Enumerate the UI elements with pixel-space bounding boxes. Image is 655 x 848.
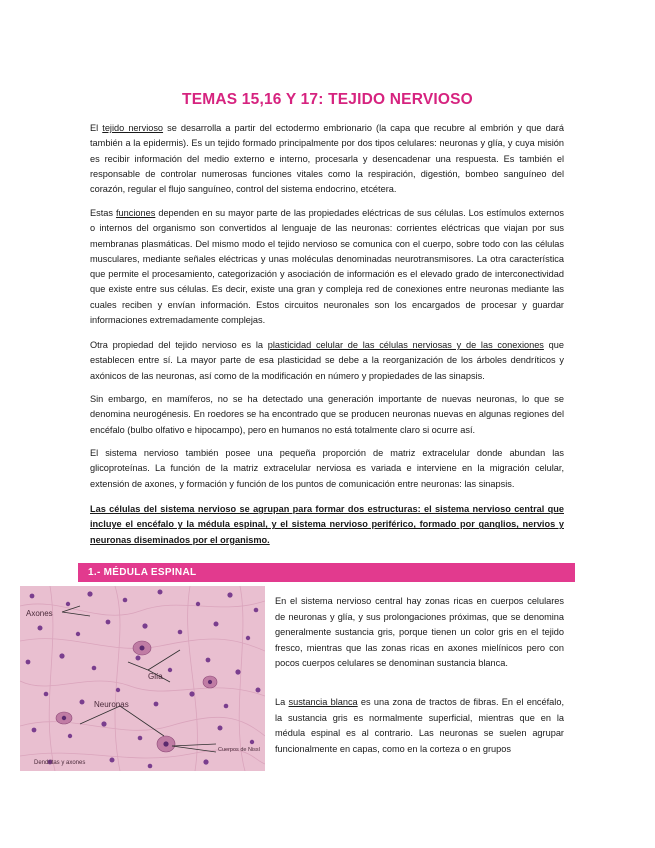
paragraph-text: dependen en su mayor parte de las propiedades eléctricas de sus células. Los estímulos externos o internos del organismo son convertidos al lenguaje de las neuronas: corrientes eléctricas que viajan por sus membranas plasmáticas. Del mismo modo el tejido nervioso se comunica con el cuerpo, sobre todo con las células musculares, mediante señales eléctricas y unas moléculas denominadas neurotransmisores. La otra característica que permite el procesamiento, categorización y asociación de información es el elevado grado de interconectividad que existe entre sus células. Es decir, existe una gran y compleja red de conexiones entre neuronas mediante las cuales reciben y envían información. Estos circuitos neuronales son los encargados de procesar y guardar informaciones extremadamente complejas. bbox=[90, 208, 564, 326]
paragraph-sustancia-blanca bbox=[275, 695, 564, 757]
paragraph-text: se desarrolla a partir del ectodermo embrionario (la capa que recubre al embrión y que dará también a la epidermis). Es un tejido formado principalmente por dos tipos celulares: neuronas y glía, y cuya misión es recibir información del medio externo e interno, procesarla y desencadenar una respuesta. Es también el responsable de controlar numerosas funciones vitales como la respiración, digestión, bombeo sanguíneo del corazón, regular el flujo sanguíneo, control del sistema endocrino, etcétera. bbox=[90, 123, 564, 195]
paragraph-neurogenesis: Sin embargo, en mamíferos, no se ha detectado una generación importante de nuevas neuronas, lo que se denomina neurogénesis. En roedores se ha encontrado que se producen neuronas nuevas en algunas regiones del encéfalo (bulbo olfativo e hipocampo), pero en humanos no está totalmente claro si ocurre así. bbox=[90, 394, 564, 435]
paragraph-sustancia-gris: En el sistema nervioso central hay zonas ricas en cuerpos celulares de neuronas y glía, y sus prolongaciones próximas, que se denomina generalmente sustancia gris, porque tienen un color gris en el tejido fresco, mientras que las zonas ricas en axones mielínicos pero con pocos cuerpos celulares se denominan sustancia blanca. bbox=[275, 596, 564, 669]
paragraph-text: es una zona de tractos de fibras. En el encéfalo, la sustancia gris es normalmente superficial, mientras que en la médula espinal es al contrario. Las neuronas se suelen agrupar funcionalmente en capas, como en la corteza o en grupos bbox=[275, 697, 564, 754]
label-dendritas-axones: Dendritas y axones bbox=[34, 760, 86, 766]
section-heading-medula-espinal: 1.- MÉDULA ESPINAL bbox=[78, 563, 575, 582]
paragraph-text: La bbox=[275, 697, 289, 707]
paragraph-text: Estas bbox=[90, 208, 116, 218]
paragraph-estructuras: Las células del sistema nervioso se agrupan para formar dos estructuras: el sistema nervioso central que incluye el encéfalo y la médula espinal, y el sistema nervioso periférico, formado por ganglios, nervios y neuronas diseminados por el organismo. bbox=[90, 504, 564, 545]
label-cuerpos-nissl: Cuerpos de Nissl bbox=[218, 747, 260, 753]
underlined-term: sustancia blanca bbox=[288, 697, 358, 707]
tissue-background bbox=[20, 586, 265, 771]
underlined-term: tejido nervioso bbox=[102, 123, 164, 133]
micrograph-svg bbox=[20, 586, 265, 771]
paragraph-tejido-nervioso bbox=[90, 121, 564, 197]
underlined-term: plasticidad celular de las células nerviosas y de las conexiones bbox=[267, 340, 544, 350]
paragraph-matriz-extracelular: El sistema nervioso también posee una pequeña proporción de matriz extracelular donde abundan las glicoproteínas. La función de la matriz extracelular nerviosa es variada e interviene en la migración celular, extensión de axones, y formación y función de los puntos de comunicación entre neuronas: las sinapsis. bbox=[90, 448, 564, 489]
label-neuronas: Neuronas bbox=[94, 700, 129, 709]
page-title: TEMAS 15,16 Y 17: TEJIDO NERVIOSO bbox=[182, 91, 473, 108]
paragraph-text: Otra propiedad del tejido nervioso es la bbox=[90, 340, 268, 350]
paragraph-funciones bbox=[90, 206, 564, 328]
underlined-term: funciones bbox=[115, 208, 156, 218]
micrograph-image bbox=[20, 586, 265, 771]
paragraph-text: El bbox=[90, 123, 103, 133]
label-glia: Glía bbox=[148, 672, 163, 681]
paragraph-text: que establecen entre sí. La mayor parte de esa plasticidad se debe a la reorganización de los árboles dendríticos y axónicos de las neuronas, así como de la modificación en número y propiedades de las sinapsis. bbox=[90, 340, 564, 381]
label-axones: Axones bbox=[26, 609, 53, 618]
paragraph-plasticidad bbox=[90, 338, 564, 384]
